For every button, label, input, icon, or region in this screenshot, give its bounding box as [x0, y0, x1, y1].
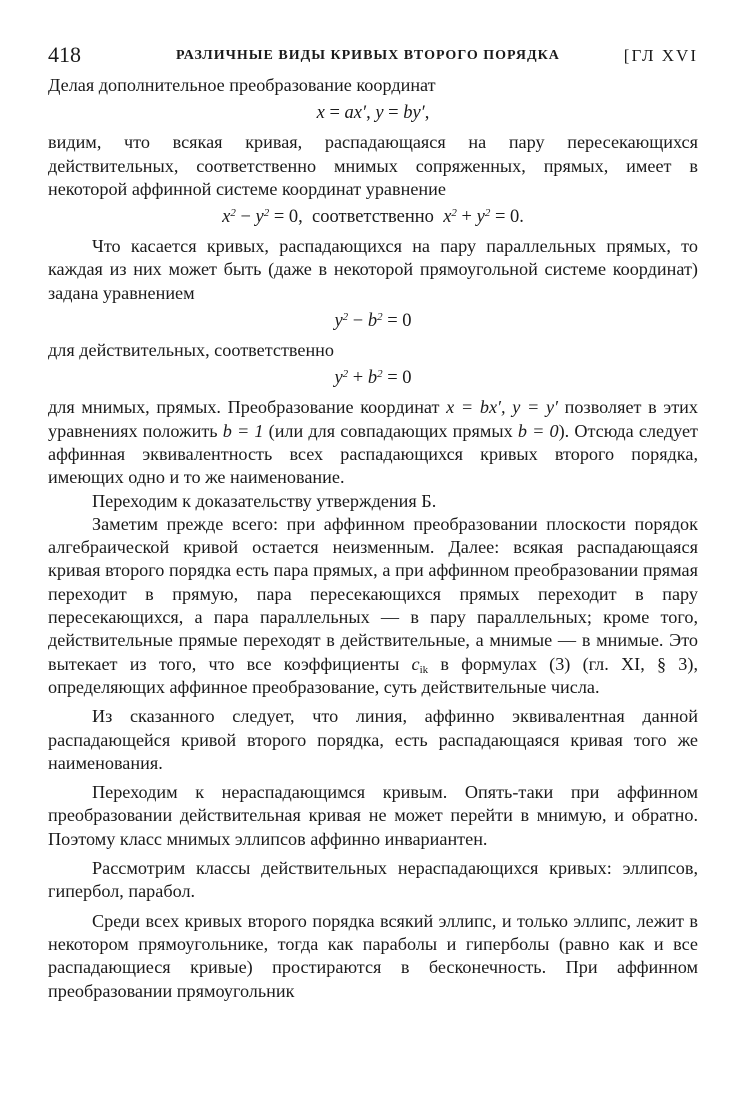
text-run: ). Отсюда следует аффинная эквивалентность всех распадающихся кривых второго порядка, имеющих одно и то же наименование. [48, 420, 698, 488]
chapter-reference: [ГЛ XVI [623, 46, 698, 65]
formula-part: = 0. [490, 207, 524, 228]
formula-part: = [383, 103, 404, 124]
formula-part: y [375, 103, 384, 124]
paragraph [48, 396, 698, 489]
paragraph: видим, что всякая кривая, распадающаяся на пару пересекающихся действительных, соответственно мнимых сопряженных, прямых, имеет в некоторой аффинной системе координат уравнение [48, 132, 698, 199]
inline-formula-subscript: ik [419, 663, 429, 676]
formula-exponent: 2 [484, 207, 491, 220]
formula-part: b [367, 368, 378, 389]
formula-part: x [316, 103, 325, 124]
paragraph: Среди всех кривых второго порядка всякий эллипс, и только эллипс, лежит в некотором прямоугольнике, тогда как параболы и гиперболы (равно как и все распадающиеся кривые) простираются в бесконечность. При аффинном преобразовании прямоугольник [48, 910, 698, 1001]
formula-exponent: 2 [263, 207, 270, 220]
formula-exponent: 2 [377, 368, 383, 381]
formula-part: + [348, 368, 368, 389]
formula-part: − [235, 207, 256, 228]
formula-part: ax′ [344, 103, 367, 124]
paragraph: Что касается кривых, распадающихся на пару параллельных прямых, то каждая из них может быть (даже в некоторой прямоугольной системе координат) задана уравнением [48, 236, 698, 303]
formula-intersecting-lines [48, 205, 698, 229]
formula-part: = 0 [382, 311, 412, 332]
paragraph: Из сказанного следует, что линия, аффинно эквивалентная данной распадающейся кривой второго порядка, есть распадающаяся кривая того же наименования. [48, 706, 698, 773]
inline-formula: b = 0 [517, 420, 559, 441]
formula-part: x [443, 207, 452, 228]
text-run: (или для совпадающих прямых [263, 420, 518, 441]
paragraph: Переходим к нераспадающимся кривым. Опять-таки при аффинном преобразовании действительная кривая не может перейти в мнимую, и обратно. Поэтому класс мнимых эллипсов аффинно инвариантен. [48, 782, 698, 849]
formula-exponent: 2 [342, 311, 349, 324]
formula-part: y [255, 207, 264, 228]
text-run: в формулах (3) (гл. XI, § 3), определяющих аффинное преобразование, суть действительные числа. [48, 653, 698, 697]
formula-part: y [334, 311, 343, 332]
formula-part: x [222, 207, 231, 228]
formula-part: b [367, 311, 378, 332]
formula-part: = 0 [382, 368, 412, 389]
formula-part: + [456, 207, 477, 228]
formula-part: = 0, [269, 207, 303, 228]
formula-part: = [324, 103, 345, 124]
book-page [48, 40, 698, 1003]
text-run: Заметим прежде всего: при аффинном преобразовании плоскости порядок алгебраической кривой остается неизменным. Далее: всякая распадающаяся кривая второго порядка есть пара прямых, а при аффинном преобразовании прямая переходит в прямую, пара пересекающихся прямых переходит в пару пересекающихся, а пара параллельных — в пару параллельных; кроме того, действительные прямые переходят в действительные, а мнимые — в мнимые. Это вытекает из того, что все коэффициенты [48, 513, 698, 674]
page-header [48, 40, 698, 74]
formula-exponent: 2 [342, 368, 349, 381]
formula-part: , [366, 103, 376, 124]
formula-part: − [348, 311, 368, 332]
formula-exponent: 2 [377, 311, 383, 324]
formula-part: y [334, 368, 343, 389]
inline-formula: c [411, 653, 420, 674]
formula-exponent: 2 [451, 207, 457, 220]
formula-exponent: 2 [230, 207, 236, 220]
formula-part: y [476, 207, 485, 228]
formula-coordinate-transform [48, 101, 698, 125]
page-number: 418 [48, 42, 81, 67]
formula-parallel-imaginary [48, 366, 698, 390]
inline-formula: b = 1 [222, 420, 264, 441]
paragraph: Переходим к доказательству утверждения Б. [92, 490, 437, 511]
formula-part: , [424, 103, 430, 124]
paragraph: Делая дополнительное преобразование координат [48, 75, 436, 95]
formula-word: соответственно [312, 207, 434, 228]
running-title: РАЗЛИЧНЫЕ ВИДЫ КРИВЫХ ВТОРОГО ПОРЯДКА [176, 48, 560, 63]
paragraph: для действительных, соответственно [48, 340, 335, 361]
text-run: позволяет в этих уравнениях положить [48, 397, 698, 441]
formula-parallel-real [48, 309, 698, 333]
formula-part: by′ [403, 103, 425, 124]
paragraph: Рассмотрим классы действительных нераспадающихся кривых: эллипсов, гипербол, парабол. [48, 858, 698, 902]
text-run: для мнимых, прямых. Преобразование координат [48, 397, 447, 418]
paragraph [48, 513, 698, 699]
inline-formula: x = bx′, y = y′ [446, 397, 558, 418]
